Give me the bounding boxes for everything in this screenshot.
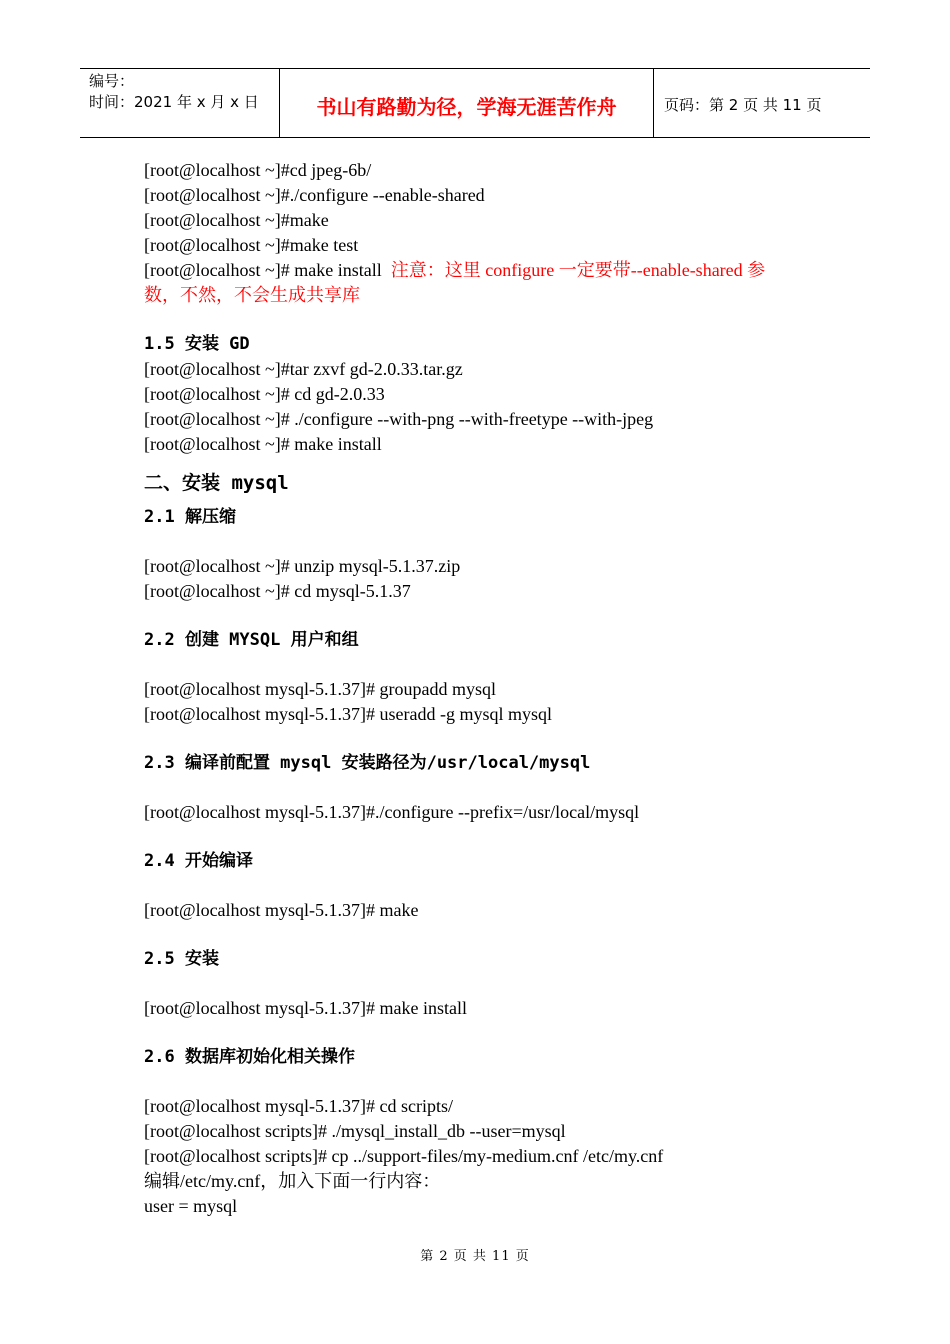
command-line: [root@localhost mysql-5.1.37]# cd scripts/: [144, 1096, 454, 1116]
section-heading-2-4: 2.4 开始编译: [144, 851, 253, 871]
header-meta: [80, 69, 280, 137]
header-page-info: 页码：第 2 页 共 11 页: [664, 95, 822, 114]
command-line: [root@localhost ~]# unzip mysql-5.1.37.zip: [144, 556, 461, 576]
section-heading-2-3: 2.3 编译前配置 mysql 安装路径为/usr/local/mysql: [144, 753, 591, 773]
header-date-label: 时间：2021 年 x 月 x 日: [89, 93, 259, 111]
command-line: [root@localhost mysql-5.1.37]# useradd -g mysql mysql: [144, 704, 553, 724]
command-line: [root@localhost ~]#cd jpeg-6b/: [144, 160, 372, 180]
section-heading-2-5: 2.5 安装: [144, 949, 219, 969]
section-heading-2-6: 2.6 数据库初始化相关操作: [144, 1047, 355, 1067]
command-line: [root@localhost ~]#./configure --enable-shared: [144, 185, 485, 205]
command-line: [root@localhost ~]# make install: [144, 434, 382, 454]
command-line: [root@localhost ~]# cd mysql-5.1.37: [144, 581, 411, 601]
section-heading-1-5: 1.5 安装 GD: [144, 334, 250, 354]
command-line: [root@localhost mysql-5.1.37]# make: [144, 900, 419, 920]
command-line: [root@localhost mysql-5.1.37]# make install: [144, 998, 468, 1018]
document-body: [144, 158, 814, 1219]
command-line: [root@localhost ~]# ./configure --with-png --with-freetype --with-jpeg: [144, 409, 654, 429]
command-line: [root@localhost scripts]# ./mysql_install_db --user=mysql: [144, 1121, 566, 1141]
header-motto: 书山有路勤为径，学海无涯苦作舟: [280, 69, 654, 137]
instruction-line: 编辑/etc/my.cnf，加入下面一行内容：: [144, 1171, 441, 1191]
command-line: [root@localhost scripts]# cp ../support-files/my-medium.cnf /etc/my.cnf: [144, 1146, 664, 1166]
section-heading-2-1: 2.1 解压缩: [144, 507, 236, 527]
section-heading-2: 二、安装 mysql: [144, 472, 289, 494]
header-number-label: 编号：: [89, 72, 135, 90]
section-heading-2-2: 2.2 创建 MYSQL 用户和组: [144, 630, 359, 650]
warning-note: 注意：这里 configure 一定要带--enable-shared 参: [390, 260, 766, 280]
warning-note-continued: 数，不然，不会生成共享库: [144, 285, 360, 305]
command-line: [root@localhost mysql-5.1.37]# groupadd mysql: [144, 679, 497, 699]
page-header: [80, 68, 870, 138]
command-text: [root@localhost ~]# make install: [144, 260, 382, 280]
command-line: [root@localhost ~]#make test: [144, 235, 359, 255]
page-footer: 第 2 页 共 11 页: [420, 1249, 530, 1264]
command-line: [root@localhost ~]#tar zxvf gd-2.0.33.tar.gz: [144, 359, 463, 379]
command-line-with-note: [144, 258, 814, 308]
command-line: [root@localhost mysql-5.1.37]#./configure --prefix=/usr/local/mysql: [144, 802, 640, 822]
command-line: [root@localhost ~]# cd gd-2.0.33: [144, 384, 385, 404]
command-line: [root@localhost ~]#make: [144, 210, 329, 230]
config-line: user = mysql: [144, 1196, 238, 1216]
